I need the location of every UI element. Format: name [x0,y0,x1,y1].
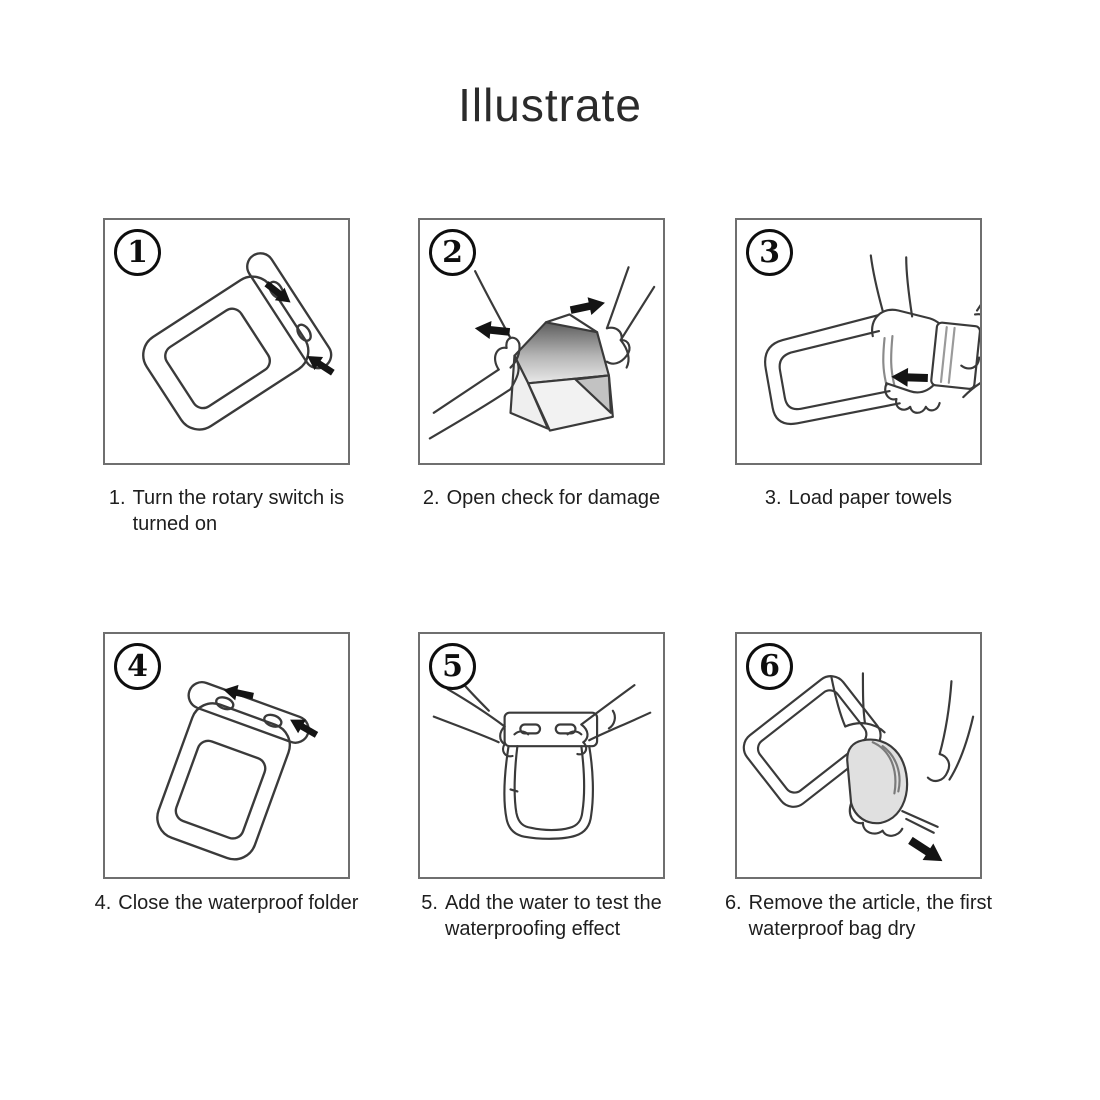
left-forearm [434,370,499,413]
pouch-inner-outline [515,746,584,830]
step2-caption [388,485,695,511]
left-forearm [448,689,505,726]
step5-caption-line1: Add the water to test the [444,892,662,914]
step4-number-badge: 4 [114,643,161,690]
pouch-outer-outline [504,746,592,839]
step4-panel [103,632,350,879]
finger-bump [910,407,926,413]
step2-panel [418,218,665,465]
step3-caption [705,485,1012,511]
rotary-switch-right [295,322,314,343]
step6-number-badge: 6 [746,643,793,690]
right-thumb [609,711,615,729]
direction-arrow-icon [569,294,607,319]
pouch-top-bar [242,248,336,373]
step5-panel [418,632,665,879]
step3-number-badge: 3 [746,229,793,276]
right-forearm [589,713,650,741]
wrist-line [863,673,865,722]
pouch-top-bar [185,678,312,746]
rolled-item [847,740,907,824]
right-forearm [977,279,980,310]
step1-number-badge: 1 [114,229,161,276]
step1-panel [103,218,350,465]
step6-caption [705,890,1012,942]
page-title: Illustrate [458,79,642,131]
pouch-crease [511,789,518,791]
right-finger [940,754,949,772]
right-forearm [581,685,634,724]
right-forearm [621,287,654,340]
direction-arrow-icon [222,682,255,704]
finger-bump [883,829,903,836]
pouch-body [135,268,317,437]
step2-number-badge: 2 [429,229,476,276]
step2-caption-number: 2. [422,487,440,509]
step4-caption-line1: Close the waterproof folder [118,892,359,914]
step3-caption-line1: Load paper towels [788,487,953,509]
step5-number-badge: 5 [429,643,476,690]
right-finger [928,772,948,781]
step1-caption-line2: turned on [132,513,218,535]
pouch-inner-outline [776,331,890,411]
step3-caption-number: 3. [764,487,782,509]
step6-caption-number: 6. [724,892,742,914]
step2-caption-line1: Open check for damage [446,487,661,509]
rotary-switch-right [263,713,283,729]
right-finger [607,328,622,340]
step5-caption-number: 5. [421,892,438,914]
direction-arrow-icon [474,319,511,341]
step3-panel [735,218,982,465]
step4-caption-number: 4. [94,892,112,914]
pouch-window [173,738,268,842]
right-finger [581,725,587,743]
step1-caption [73,485,380,537]
right-forearm [607,267,629,328]
pulled-item-edge [906,819,934,833]
step6-caption-line1: Remove the article, the first [748,892,993,914]
step6-panel [735,632,982,879]
inserted-item [931,322,980,389]
left-forearm [430,389,511,438]
step6-caption-line2: waterproof bag dry [748,918,916,940]
right-forearm [940,681,952,754]
left-finger [495,348,507,370]
left-forearm [434,717,499,743]
towel-stripe [883,338,886,385]
forearm-line [906,257,912,316]
forearm-line [871,255,883,310]
step1-caption-number: 1. [108,487,126,509]
step5-caption [388,890,695,942]
right-forearm [950,717,974,780]
step4-caption [73,890,380,916]
direction-arrow-icon [905,832,948,869]
direction-arrow-icon [286,713,320,742]
direction-arrow-icon [891,367,928,387]
step5-caption-line2: waterproofing effect [444,918,621,940]
finger-bump [863,823,883,834]
rotary-switch-left [215,695,235,711]
step1-caption-line1: Turn the rotary switch is [132,487,345,509]
left-finger [506,338,519,348]
pouch-body [151,697,296,865]
finger-bump [926,403,940,410]
right-finger [607,356,627,364]
